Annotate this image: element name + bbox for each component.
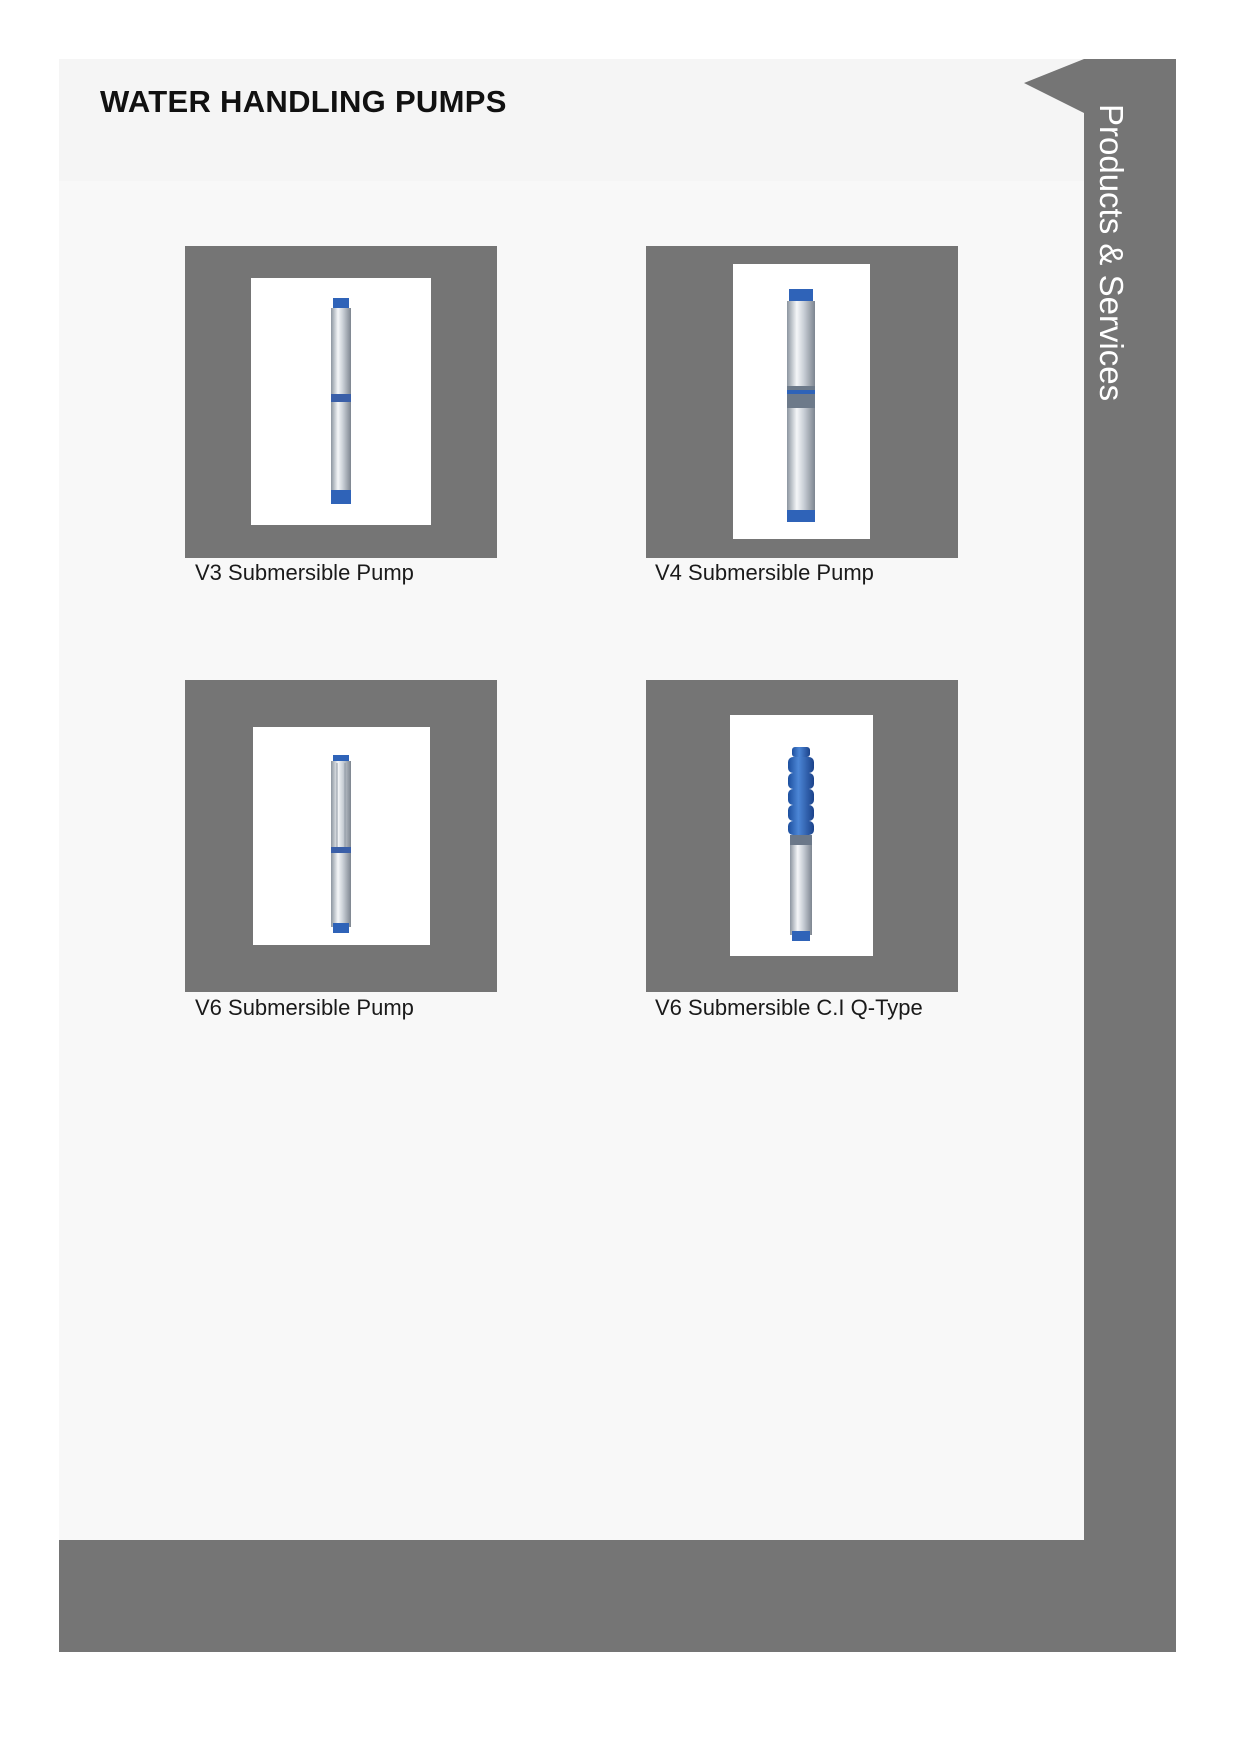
product-card-v4[interactable] bbox=[646, 246, 958, 558]
pump-icon bbox=[730, 715, 873, 956]
product-card-v6[interactable] bbox=[185, 680, 497, 992]
product-caption-v3: V3 Submersible Pump bbox=[195, 560, 414, 585]
v6-submersible-ci-qtype-image bbox=[730, 715, 873, 956]
v3-submersible-pump-image bbox=[251, 278, 431, 525]
product-caption-v4: V4 Submersible Pump bbox=[655, 560, 874, 585]
side-label: Products & Services bbox=[1093, 104, 1130, 402]
product-card-v3[interactable] bbox=[185, 246, 497, 558]
pump-icon bbox=[253, 727, 430, 945]
product-caption-v6: V6 Submersible Pump bbox=[195, 995, 414, 1020]
footer-bar bbox=[59, 1540, 1176, 1652]
side-tab-notch bbox=[1024, 59, 1084, 113]
product-caption-v6-ci-qtype: V6 Submersible C.I Q-Type bbox=[655, 995, 923, 1020]
pump-icon bbox=[733, 264, 870, 539]
pump-icon bbox=[251, 278, 431, 525]
page-title: WATER HANDLING PUMPS bbox=[100, 84, 507, 119]
v4-submersible-pump-image bbox=[733, 264, 870, 539]
header-band bbox=[59, 59, 1084, 181]
product-card-v6-ci-qtype[interactable] bbox=[646, 680, 958, 992]
v6-submersible-pump-image bbox=[253, 727, 430, 945]
